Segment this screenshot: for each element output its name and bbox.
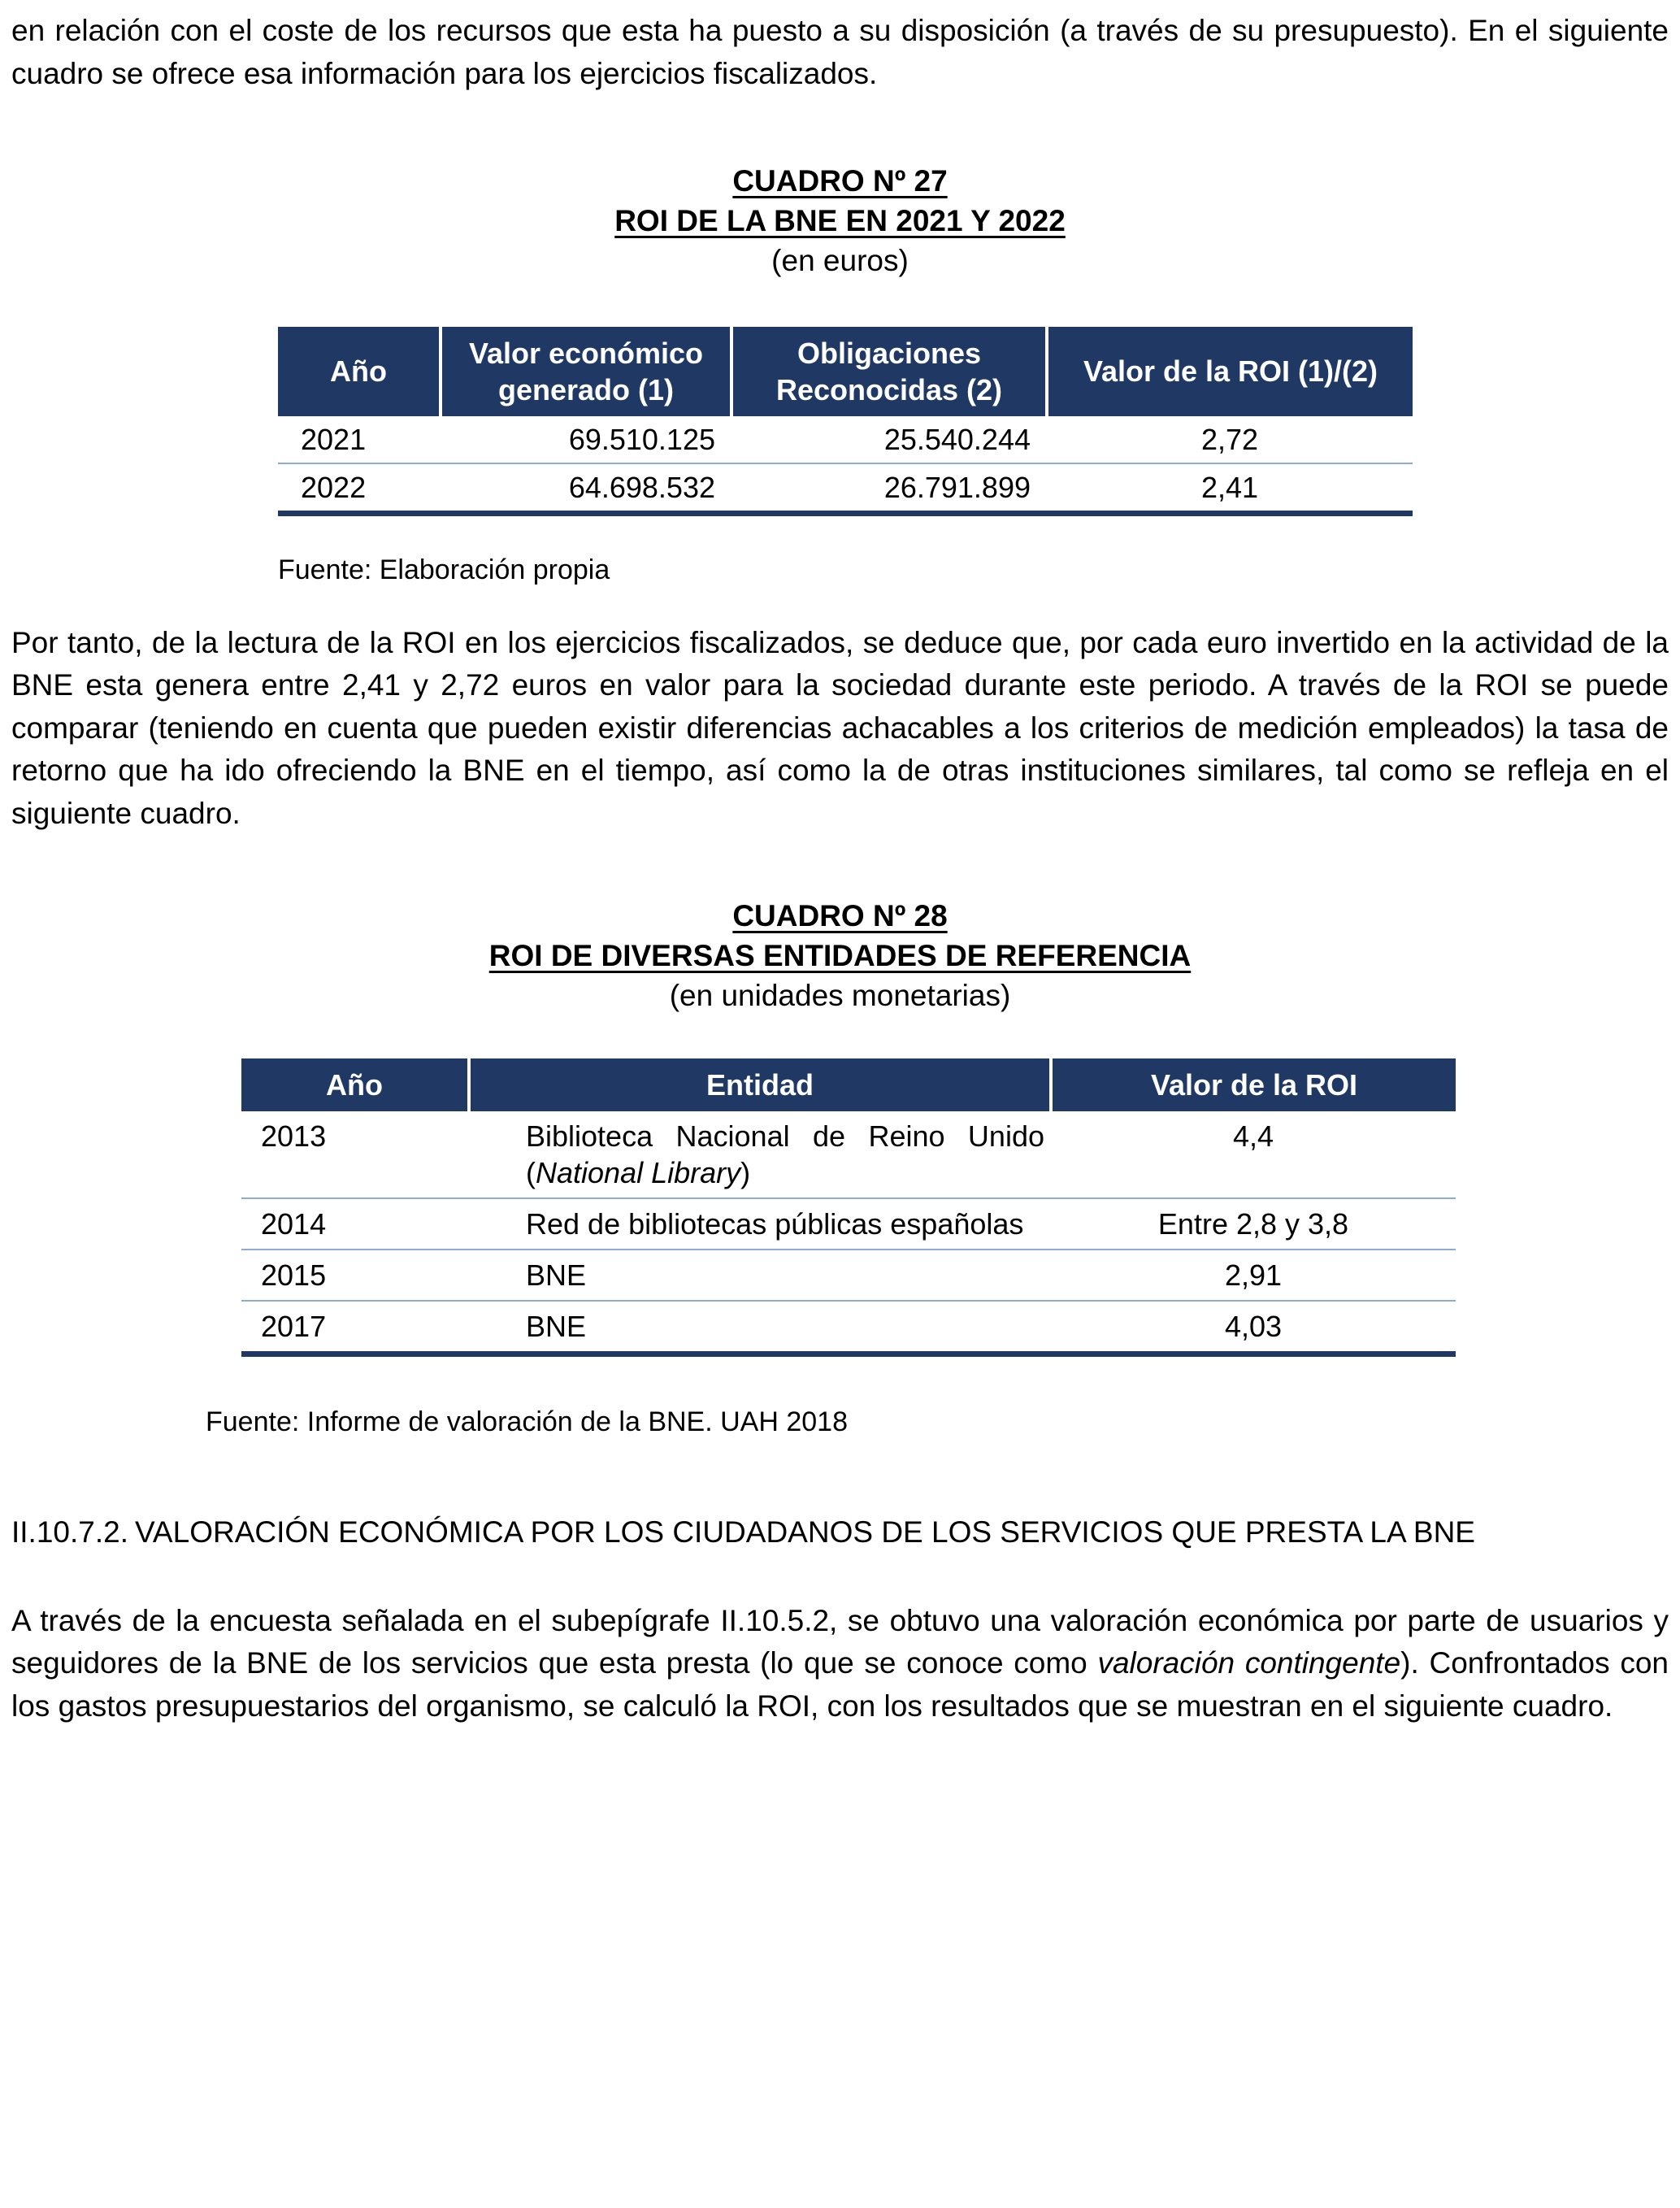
cell-roi: 4,03 (1051, 1301, 1456, 1354)
table-row (241, 1250, 1456, 1301)
cell-year: 2021 (278, 416, 441, 463)
cuadro27-units-subtitle: (en euros) (771, 243, 909, 277)
entidad-text: Biblioteca Nacional de Reino Unido ( (526, 1119, 1044, 1189)
cuadro27-number-title: CUADRO Nº 27 (732, 164, 948, 198)
cuadro28-title-block (11, 897, 1669, 1015)
table-row (278, 463, 1413, 514)
table28-header-roi: Valor de la ROI (1051, 1058, 1456, 1111)
closing-paragraph (11, 1600, 1669, 1728)
cell-roi: Entre 2,8 y 3,8 (1051, 1198, 1456, 1250)
cell-roi: 2,91 (1051, 1250, 1456, 1301)
table28-header-ano: Año (241, 1058, 469, 1111)
cell-valor-economico: 64.698.532 (441, 463, 731, 514)
cell-year: 2017 (241, 1301, 469, 1354)
section-number: II.10.7.2. (11, 1515, 128, 1550)
table28-header-entidad: Entidad (469, 1058, 1051, 1111)
cell-year: 2013 (241, 1111, 469, 1198)
entidad-text-italic: National Library (536, 1155, 741, 1189)
table27-header-roi: Valor de la ROI (1)/(2) (1047, 327, 1413, 416)
table-row (278, 416, 1413, 463)
closing-paragraph-start: A través de la encuesta señalada en el subepígrafe II.10.5.2, se obtuvo una valoración económica por parte de usuarios y seguidores de la BNE de los servicios que esta presta (lo que se conoce como (11, 1603, 1669, 1680)
table-row (241, 1111, 1456, 1198)
cuadro27-title-block (11, 162, 1669, 280)
cell-roi: 2,41 (1047, 463, 1413, 514)
cell-obligaciones: 26.791.899 (731, 463, 1047, 514)
section-heading (11, 1511, 1669, 1554)
table-cuadro27 (278, 327, 1413, 516)
cuadro28-units-subtitle: (en unidades monetarias) (669, 979, 1011, 1013)
table28-header-row (241, 1058, 1456, 1111)
cell-year: 2022 (278, 463, 441, 514)
entidad-text: Red de bibliotecas públicas españolas (526, 1206, 1024, 1241)
cuadro28-number-title: CUADRO Nº 28 (732, 899, 948, 933)
analysis-paragraph: Por tanto, de la lectura de la ROI en los ejercicios fiscalizados, se deduce que, por cada euro invertido en la actividad de la BNE esta genera entre 2,41 y 2,72 euros en valor para la sociedad durante este periodo. A través de la ROI se puede comparar (teniendo en cuenta que pueden existir diferencias achacables a los criterios de medición empleados) la tasa de retorno que ha ido ofreciendo la BNE en el tiempo, así como la de otras instituciones similares, tal como se refleja en el siguiente cuadro. (11, 625, 1669, 830)
table27-header-row (278, 327, 1413, 416)
table27-header-valor-economico: Valor económico generado (1) (441, 327, 731, 416)
cell-entidad (469, 1301, 1051, 1354)
cell-entidad (469, 1111, 1051, 1198)
section-title-text: VALORACIÓN ECONÓMICA POR LOS CIUDADANOS DE LOS SERVICIOS QUE PRESTA LA BNE (135, 1515, 1475, 1550)
cuadro27-source-note: Fuente: Elaboración propia (278, 554, 610, 585)
cuadro28-main-title: ROI DE DIVERSAS ENTIDADES DE REFERENCIA (488, 939, 1192, 973)
table27-header-ano: Año (278, 327, 441, 416)
cuadro27-main-title: ROI DE LA BNE EN 2021 Y 2022 (614, 203, 1066, 237)
cell-year: 2014 (241, 1198, 469, 1250)
cell-valor-economico: 69.510.125 (441, 416, 731, 463)
entidad-text: BNE (526, 1258, 587, 1292)
closing-paragraph-end: ). Confrontados con los gastos presupuestarios del organismo, se calculó la ROI, con los resultados que se muestran en el siguiente cuadro. (11, 1646, 1669, 1723)
cell-entidad (469, 1250, 1051, 1301)
cell-entidad (469, 1198, 1051, 1250)
table-cuadro28 (241, 1058, 1456, 1357)
table-row (241, 1198, 1456, 1250)
entidad-text: BNE (526, 1309, 587, 1343)
cell-obligaciones: 25.540.244 (731, 416, 1047, 463)
table-row (241, 1301, 1456, 1354)
entidad-text-end: ) (740, 1155, 751, 1189)
cuadro28-source-note: Fuente: Informe de valoración de la BNE. UAH 2018 (206, 1406, 848, 1437)
cell-roi: 2,72 (1047, 416, 1413, 463)
table27-header-obligaciones: Obligaciones Reconocidas (2) (731, 327, 1047, 416)
cell-year: 2015 (241, 1250, 469, 1301)
cell-roi: 4,4 (1051, 1111, 1456, 1198)
closing-paragraph-italic: valoración contingente (1097, 1646, 1401, 1680)
intro-paragraph: en relación con el coste de los recursos que esta ha puesto a su disposición (a través de su presupuesto). En el siguiente cuadro se ofrece esa información para los ejercicios fiscalizados. (11, 14, 1669, 90)
